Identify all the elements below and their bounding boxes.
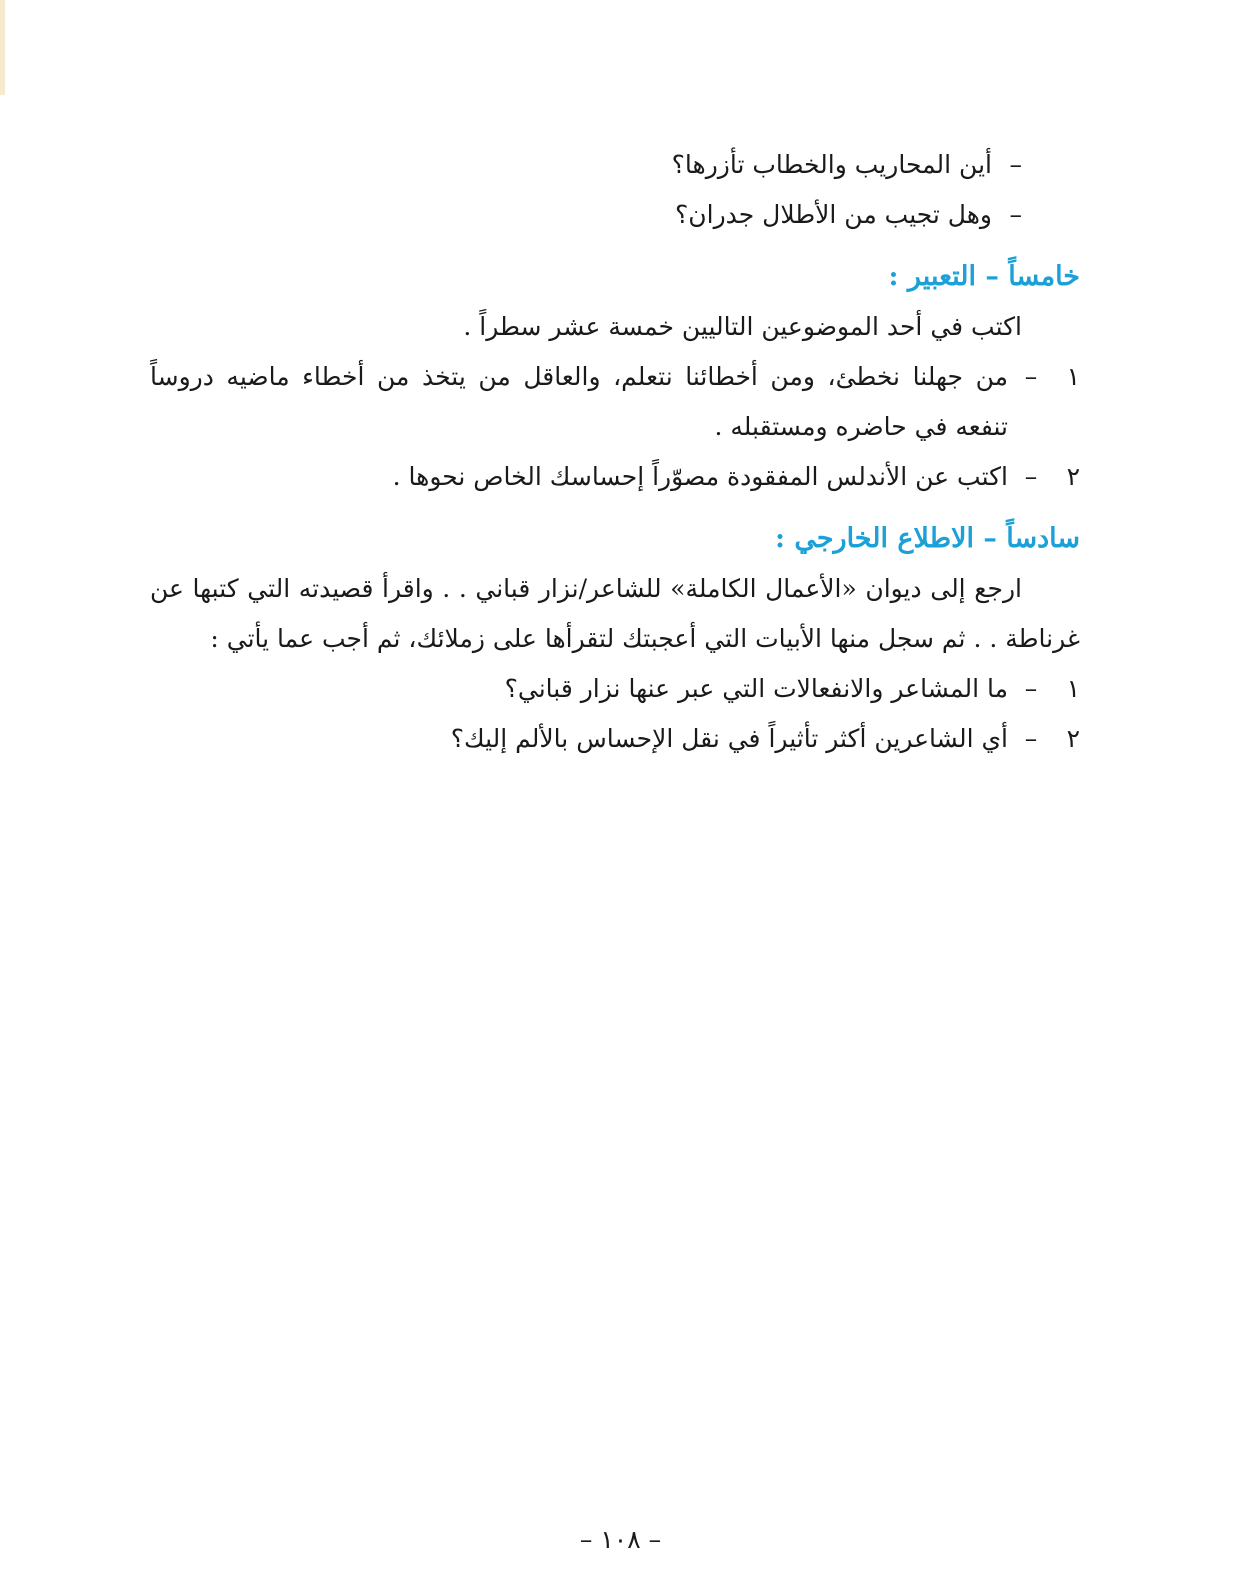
dash-marker: –: [1024, 462, 1038, 491]
item-number: ٢: [1066, 462, 1080, 491]
item-text: من جهلنا نخطئ، ومن أخطائنا نتعلم، والعاقل من يتخذ من أخطاء ماضيه دروساً تنفعه في حاضره ومستقبله .: [150, 362, 1008, 441]
section6-item: [150, 714, 1080, 764]
item-text: اكتب عن الأندلس المفقودة مصوّراً إحساسك الخاص نحوها .: [392, 462, 1008, 491]
dash-marker: –: [1024, 674, 1038, 703]
question-line: [150, 140, 1080, 190]
item-text: ما المشاعر والانفعالات التي عبر عنها نزار قباني؟: [504, 674, 1008, 703]
page-number: – ١٠٨ –: [579, 1525, 662, 1554]
item-number: ١: [1066, 674, 1080, 703]
section6-heading: سادساً – الاطلاع الخارجي :: [774, 523, 1080, 554]
dash-marker: –: [1024, 362, 1038, 391]
item-number: ٢: [1066, 724, 1080, 753]
dash-marker: –: [1024, 724, 1038, 753]
section6-paragraph: ارجع إلى ديوان «الأعمال الكاملة» للشاعر/نزار قباني . . واقرأ قصيدته التي كتبها عن غرناطة . . ثم سجل منها الأبيات التي أعجبتك لتقرأها على زملائك، ثم أجب عما يأتي :: [150, 574, 1080, 653]
page-content: [150, 140, 1080, 764]
section5-intro: اكتب في أحد الموضوعين التاليين خمسة عشر سطراً .: [463, 312, 1022, 341]
page-corner-mark: [0, 0, 5, 95]
item-number: ١: [1066, 362, 1080, 391]
section5-item: [150, 452, 1080, 502]
question-text: أين المحاريب والخطاب تأزرها؟: [671, 150, 992, 179]
dash-marker: –: [1009, 150, 1022, 179]
question-text: وهل تجيب من الأطلال جدران؟: [675, 200, 992, 229]
item-text: أي الشاعرين أكثر تأثيراً في نقل الإحساس بالألم إليك؟: [450, 724, 1008, 753]
section5-item: [150, 352, 1080, 452]
section5-heading: خامساً – التعبير :: [888, 261, 1080, 292]
section6-item: [150, 664, 1080, 714]
dash-marker: –: [1009, 200, 1022, 229]
question-line: [150, 190, 1080, 240]
